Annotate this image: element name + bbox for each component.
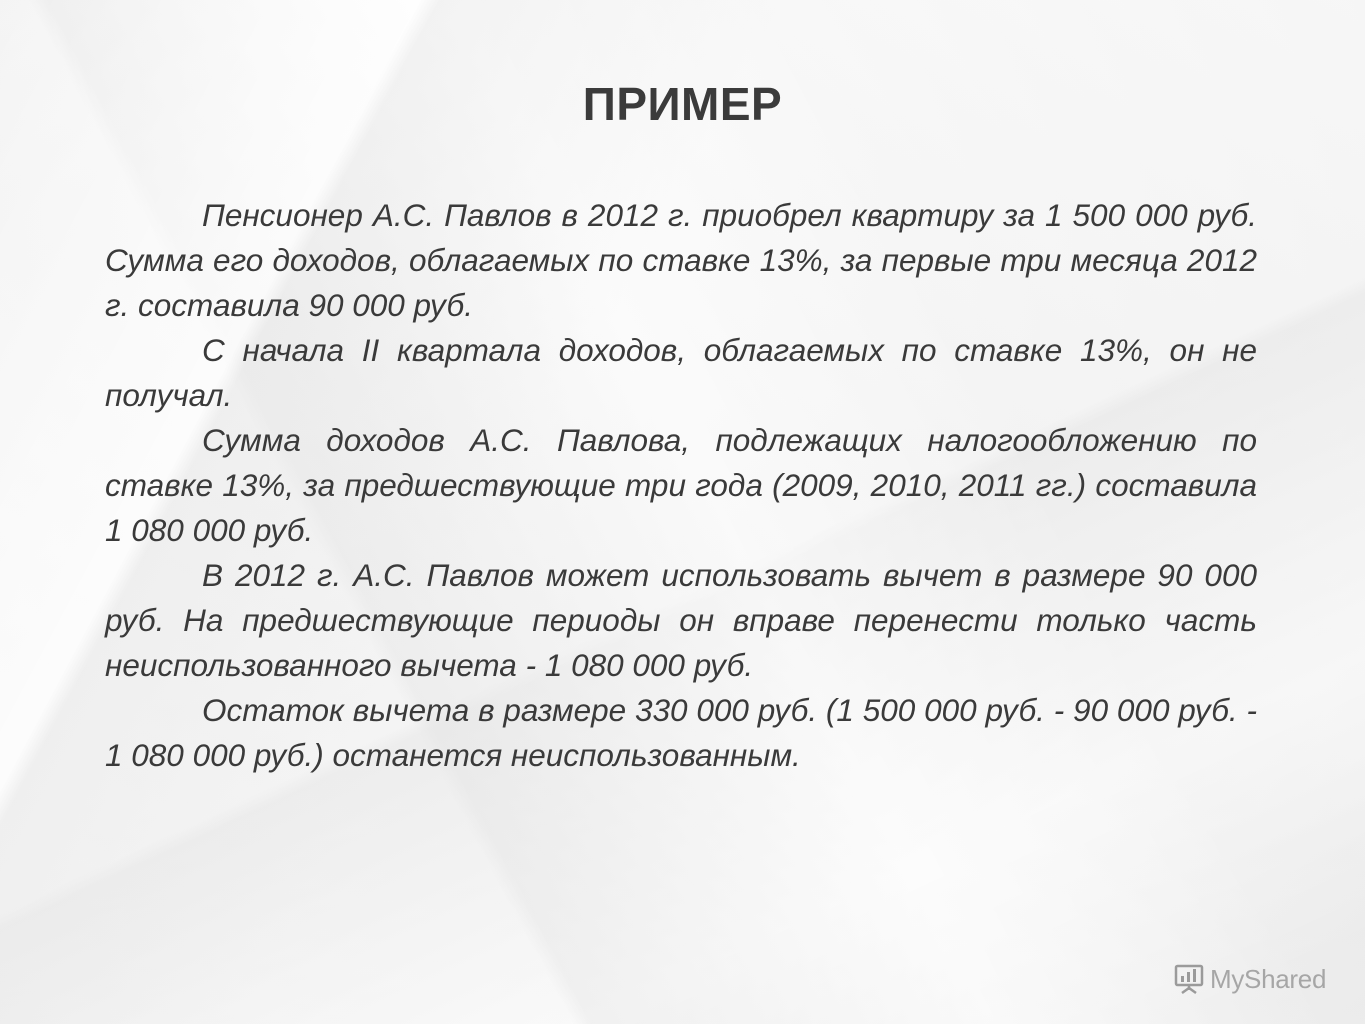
presentation-board-icon: [1173, 963, 1205, 995]
slide-title: ПРИМЕР: [582, 78, 783, 130]
slide-body: [105, 193, 1257, 778]
paragraph-prior-income: Сумма доходов А.С. Павлова, подлежащих налогообложению по ставке 13%, за предшествующие три года (2009, 2010, 2011 гг.) составила 1 080 000 руб.: [105, 422, 1257, 548]
watermark-text: MyShared: [1210, 964, 1327, 994]
paragraph-remainder: Остаток вычета в размере 330 000 руб. (1 500 000 руб. - 90 000 руб. - 1 080 000 руб.) останется неиспользованным.: [105, 692, 1257, 773]
paragraph-deduction: В 2012 г. А.С. Павлов может использовать вычет в размере 90 000 руб. На предшествующие периоды он вправе перенести только часть неиспользованного вычета - 1 080 000 руб.: [105, 557, 1257, 683]
paragraph-purchase: Пенсионер А.С. Павлов в 2012 г. приобрел квартиру за 1 500 000 руб. Сумма его доходов, облагаемых по ставке 13%, за первые три месяца 2012 г. составила 90 000 руб.: [105, 197, 1257, 323]
paragraph-no-income: С начала II квартала доходов, облагаемых по ставке 13%, он не получал.: [105, 332, 1257, 413]
myshared-watermark: [1173, 962, 1326, 996]
